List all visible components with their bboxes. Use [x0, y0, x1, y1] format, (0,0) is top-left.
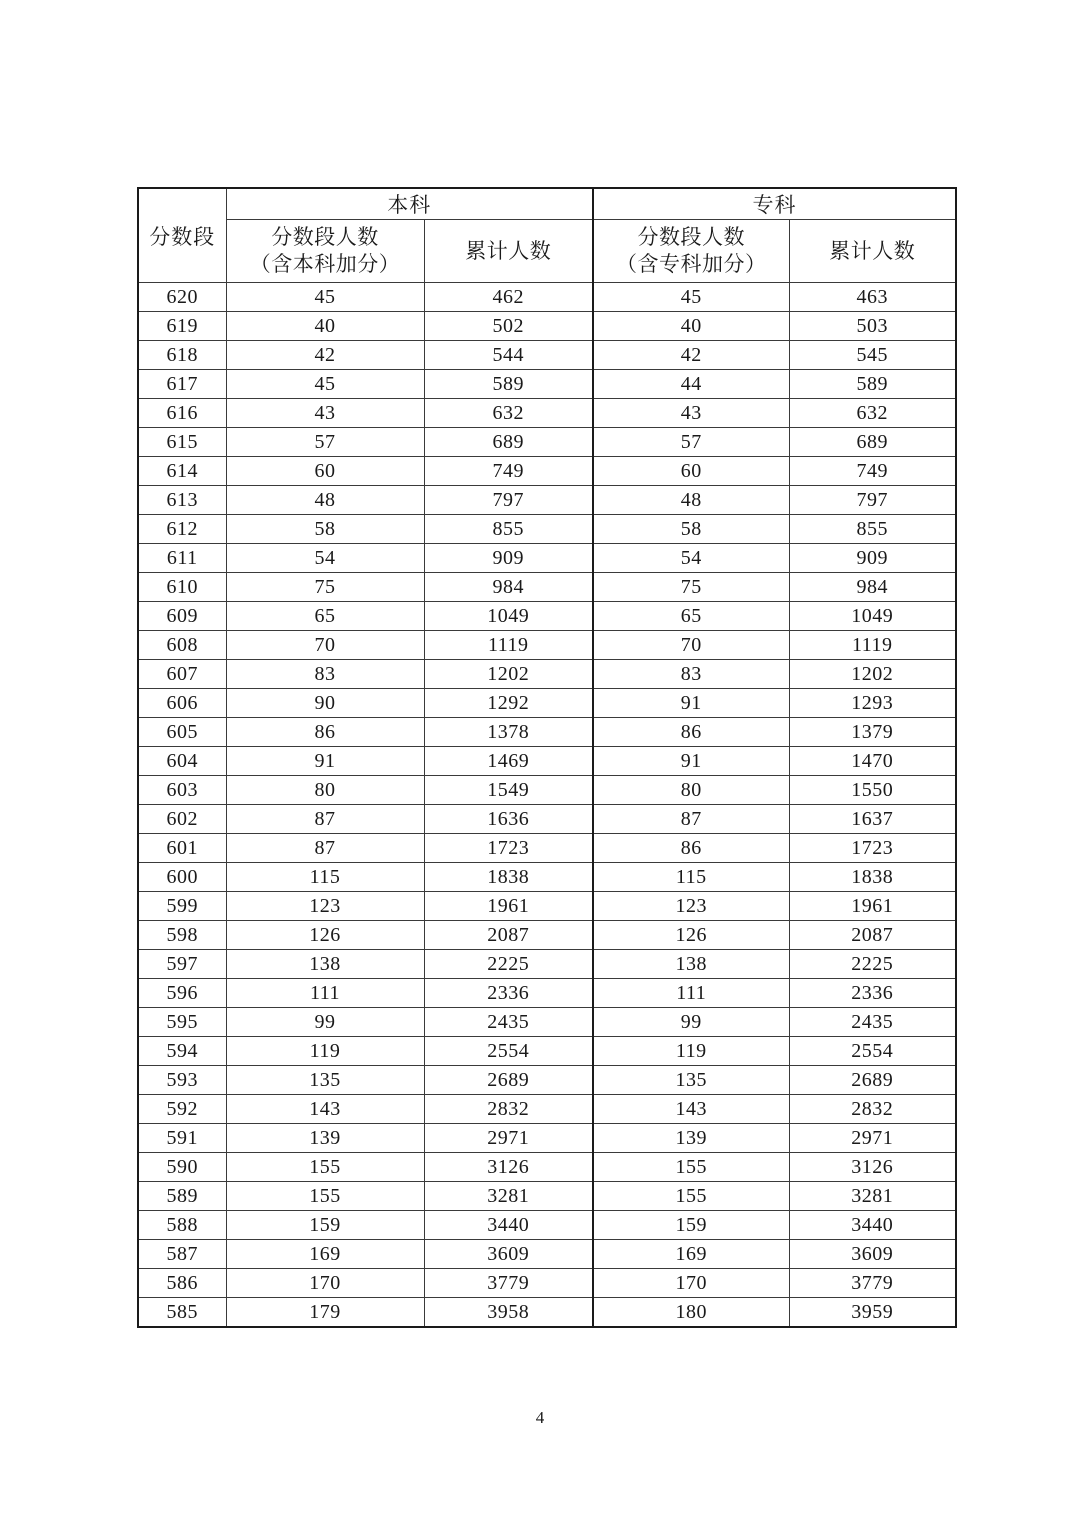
cell-undergraduate-band-count: 159	[226, 1211, 424, 1240]
table-row	[138, 863, 956, 892]
cell-undergraduate-cumulative: 2689	[424, 1066, 593, 1095]
cell-junior-college-band-count: 80	[593, 776, 789, 805]
cell-undergraduate-band-count: 135	[226, 1066, 424, 1095]
cell-undergraduate-cumulative: 797	[424, 486, 593, 515]
header-line-2: （含专科加分）	[616, 252, 767, 276]
header-junior-college-cumulative	[789, 220, 956, 283]
cell-undergraduate-cumulative: 1378	[424, 718, 593, 747]
cell-undergraduate-band-count: 45	[226, 283, 424, 312]
cell-undergraduate-band-count: 123	[226, 892, 424, 921]
cell-score-band: 610	[138, 573, 226, 602]
cell-undergraduate-cumulative: 2971	[424, 1124, 593, 1153]
cell-undergraduate-cumulative: 502	[424, 312, 593, 341]
cell-junior-college-band-count: 119	[593, 1037, 789, 1066]
cell-undergraduate-band-count: 170	[226, 1269, 424, 1298]
table-body	[138, 283, 956, 1328]
cell-junior-college-band-count: 54	[593, 544, 789, 573]
cell-undergraduate-band-count: 119	[226, 1037, 424, 1066]
cell-undergraduate-cumulative: 3126	[424, 1153, 593, 1182]
header-subgroup-row	[138, 220, 956, 283]
cell-junior-college-band-count: 138	[593, 950, 789, 979]
cell-junior-college-band-count: 44	[593, 370, 789, 399]
cell-undergraduate-band-count: 45	[226, 370, 424, 399]
cell-undergraduate-band-count: 179	[226, 1298, 424, 1328]
cell-undergraduate-cumulative: 1838	[424, 863, 593, 892]
cell-score-band: 609	[138, 602, 226, 631]
cell-score-band: 585	[138, 1298, 226, 1328]
cell-undergraduate-cumulative: 1549	[424, 776, 593, 805]
cell-undergraduate-band-count: 169	[226, 1240, 424, 1269]
cell-undergraduate-band-count: 115	[226, 863, 424, 892]
cell-junior-college-cumulative: 1550	[789, 776, 956, 805]
table-row	[138, 312, 956, 341]
cell-junior-college-band-count: 40	[593, 312, 789, 341]
cell-undergraduate-band-count: 42	[226, 341, 424, 370]
table-row	[138, 370, 956, 399]
page-number: 4	[535, 1408, 545, 1427]
score-distribution-table-container	[137, 187, 955, 1328]
table-row	[138, 544, 956, 573]
table-row	[138, 834, 956, 863]
header-group-undergraduate: 本科	[226, 188, 593, 220]
cell-junior-college-cumulative: 2832	[789, 1095, 956, 1124]
cell-undergraduate-cumulative: 1049	[424, 602, 593, 631]
cell-junior-college-cumulative: 1838	[789, 863, 956, 892]
cell-undergraduate-cumulative: 749	[424, 457, 593, 486]
cell-undergraduate-band-count: 139	[226, 1124, 424, 1153]
cell-undergraduate-band-count: 60	[226, 457, 424, 486]
cell-junior-college-cumulative: 1202	[789, 660, 956, 689]
cell-junior-college-band-count: 170	[593, 1269, 789, 1298]
cell-undergraduate-cumulative: 544	[424, 341, 593, 370]
cell-junior-college-band-count: 42	[593, 341, 789, 370]
cell-junior-college-cumulative: 3959	[789, 1298, 956, 1328]
cell-undergraduate-cumulative: 2336	[424, 979, 593, 1008]
table-row	[138, 399, 956, 428]
cell-undergraduate-band-count: 143	[226, 1095, 424, 1124]
header-line-1: 累计人数	[829, 238, 916, 263]
table-row	[138, 1124, 956, 1153]
cell-junior-college-band-count: 86	[593, 718, 789, 747]
cell-undergraduate-cumulative: 3609	[424, 1240, 593, 1269]
cell-junior-college-cumulative: 1049	[789, 602, 956, 631]
cell-score-band: 596	[138, 979, 226, 1008]
cell-score-band: 594	[138, 1037, 226, 1066]
cell-score-band: 605	[138, 718, 226, 747]
cell-score-band: 620	[138, 283, 226, 312]
cell-junior-college-band-count: 143	[593, 1095, 789, 1124]
header-group-junior-college: 专科	[593, 188, 956, 220]
cell-undergraduate-band-count: 57	[226, 428, 424, 457]
table-row	[138, 660, 956, 689]
cell-undergraduate-band-count: 43	[226, 399, 424, 428]
header-line-1: 分数段人数	[637, 225, 745, 250]
cell-score-band: 599	[138, 892, 226, 921]
cell-undergraduate-band-count: 87	[226, 834, 424, 863]
cell-undergraduate-cumulative: 3958	[424, 1298, 593, 1328]
cell-junior-college-band-count: 169	[593, 1240, 789, 1269]
cell-score-band: 608	[138, 631, 226, 660]
cell-junior-college-band-count: 48	[593, 486, 789, 515]
header-score-band: 分数段	[138, 188, 226, 283]
cell-junior-college-cumulative: 2225	[789, 950, 956, 979]
cell-score-band: 606	[138, 689, 226, 718]
cell-junior-college-band-count: 86	[593, 834, 789, 863]
cell-score-band: 619	[138, 312, 226, 341]
table-row	[138, 805, 956, 834]
cell-junior-college-cumulative: 3440	[789, 1211, 956, 1240]
cell-junior-college-cumulative: 3281	[789, 1182, 956, 1211]
cell-undergraduate-band-count: 155	[226, 1182, 424, 1211]
table-row	[138, 515, 956, 544]
cell-junior-college-cumulative: 1723	[789, 834, 956, 863]
cell-score-band: 603	[138, 776, 226, 805]
cell-junior-college-cumulative: 589	[789, 370, 956, 399]
table-row	[138, 776, 956, 805]
cell-junior-college-cumulative: 855	[789, 515, 956, 544]
cell-score-band: 617	[138, 370, 226, 399]
cell-undergraduate-cumulative: 1961	[424, 892, 593, 921]
cell-undergraduate-cumulative: 2225	[424, 950, 593, 979]
cell-undergraduate-cumulative: 3440	[424, 1211, 593, 1240]
cell-undergraduate-band-count: 86	[226, 718, 424, 747]
table-row	[138, 950, 956, 979]
cell-score-band: 602	[138, 805, 226, 834]
cell-undergraduate-band-count: 111	[226, 979, 424, 1008]
cell-undergraduate-band-count: 91	[226, 747, 424, 776]
cell-junior-college-band-count: 60	[593, 457, 789, 486]
cell-junior-college-band-count: 115	[593, 863, 789, 892]
table-row	[138, 1211, 956, 1240]
cell-score-band: 600	[138, 863, 226, 892]
cell-junior-college-cumulative: 1293	[789, 689, 956, 718]
cell-undergraduate-cumulative: 462	[424, 283, 593, 312]
cell-undergraduate-band-count: 138	[226, 950, 424, 979]
cell-undergraduate-band-count: 83	[226, 660, 424, 689]
table-row	[138, 1298, 956, 1328]
cell-undergraduate-cumulative: 1202	[424, 660, 593, 689]
cell-undergraduate-band-count: 99	[226, 1008, 424, 1037]
cell-undergraduate-cumulative: 984	[424, 573, 593, 602]
cell-junior-college-cumulative: 463	[789, 283, 956, 312]
cell-score-band: 618	[138, 341, 226, 370]
cell-junior-college-band-count: 83	[593, 660, 789, 689]
cell-undergraduate-band-count: 90	[226, 689, 424, 718]
header-undergraduate-band-count	[226, 220, 424, 283]
cell-junior-college-band-count: 159	[593, 1211, 789, 1240]
cell-junior-college-band-count: 75	[593, 573, 789, 602]
cell-score-band: 591	[138, 1124, 226, 1153]
cell-junior-college-cumulative: 2087	[789, 921, 956, 950]
cell-undergraduate-cumulative: 2554	[424, 1037, 593, 1066]
cell-junior-college-cumulative: 3609	[789, 1240, 956, 1269]
table-row	[138, 428, 956, 457]
table-row	[138, 718, 956, 747]
cell-score-band: 587	[138, 1240, 226, 1269]
header-line-2: （含本科加分）	[249, 252, 401, 276]
cell-score-band: 588	[138, 1211, 226, 1240]
cell-score-band: 589	[138, 1182, 226, 1211]
header-undergraduate-cumulative	[424, 220, 593, 283]
cell-undergraduate-band-count: 87	[226, 805, 424, 834]
cell-undergraduate-band-count: 40	[226, 312, 424, 341]
cell-junior-college-cumulative: 689	[789, 428, 956, 457]
table-row	[138, 1037, 956, 1066]
table-header	[138, 188, 956, 283]
table-row	[138, 283, 956, 312]
cell-junior-college-band-count: 99	[593, 1008, 789, 1037]
cell-undergraduate-cumulative: 909	[424, 544, 593, 573]
cell-undergraduate-band-count: 54	[226, 544, 424, 573]
cell-undergraduate-cumulative: 1723	[424, 834, 593, 863]
table-row	[138, 602, 956, 631]
table-row	[138, 457, 956, 486]
header-group-row	[138, 188, 956, 220]
cell-undergraduate-cumulative: 3779	[424, 1269, 593, 1298]
cell-undergraduate-cumulative: 689	[424, 428, 593, 457]
cell-junior-college-band-count: 45	[593, 283, 789, 312]
cell-junior-college-cumulative: 3779	[789, 1269, 956, 1298]
cell-junior-college-band-count: 58	[593, 515, 789, 544]
table-row	[138, 486, 956, 515]
cell-score-band: 612	[138, 515, 226, 544]
cell-undergraduate-cumulative: 1469	[424, 747, 593, 776]
table-row	[138, 1153, 956, 1182]
cell-junior-college-cumulative: 797	[789, 486, 956, 515]
cell-junior-college-band-count: 87	[593, 805, 789, 834]
cell-junior-college-band-count: 123	[593, 892, 789, 921]
cell-junior-college-band-count: 57	[593, 428, 789, 457]
cell-undergraduate-cumulative: 855	[424, 515, 593, 544]
cell-junior-college-band-count: 180	[593, 1298, 789, 1328]
cell-undergraduate-cumulative: 1119	[424, 631, 593, 660]
cell-junior-college-cumulative: 1961	[789, 892, 956, 921]
cell-junior-college-band-count: 91	[593, 747, 789, 776]
cell-score-band: 615	[138, 428, 226, 457]
table-row	[138, 892, 956, 921]
cell-undergraduate-band-count: 155	[226, 1153, 424, 1182]
cell-score-band: 597	[138, 950, 226, 979]
cell-score-band: 601	[138, 834, 226, 863]
cell-undergraduate-cumulative: 2832	[424, 1095, 593, 1124]
cell-junior-college-band-count: 65	[593, 602, 789, 631]
cell-score-band: 590	[138, 1153, 226, 1182]
header-line-1: 分数段人数	[271, 225, 379, 250]
cell-junior-college-cumulative: 503	[789, 312, 956, 341]
cell-junior-college-band-count: 111	[593, 979, 789, 1008]
cell-undergraduate-cumulative: 632	[424, 399, 593, 428]
cell-junior-college-cumulative: 984	[789, 573, 956, 602]
cell-undergraduate-band-count: 70	[226, 631, 424, 660]
cell-junior-college-cumulative: 2336	[789, 979, 956, 1008]
cell-score-band: 604	[138, 747, 226, 776]
table-row	[138, 747, 956, 776]
cell-junior-college-band-count: 91	[593, 689, 789, 718]
table-row	[138, 1008, 956, 1037]
cell-undergraduate-band-count: 75	[226, 573, 424, 602]
cell-score-band: 607	[138, 660, 226, 689]
cell-junior-college-cumulative: 909	[789, 544, 956, 573]
cell-score-band: 613	[138, 486, 226, 515]
cell-junior-college-band-count: 155	[593, 1182, 789, 1211]
cell-junior-college-band-count: 139	[593, 1124, 789, 1153]
cell-undergraduate-band-count: 48	[226, 486, 424, 515]
cell-undergraduate-cumulative: 1292	[424, 689, 593, 718]
cell-score-band: 592	[138, 1095, 226, 1124]
cell-undergraduate-cumulative: 2087	[424, 921, 593, 950]
cell-junior-college-cumulative: 632	[789, 399, 956, 428]
cell-score-band: 586	[138, 1269, 226, 1298]
cell-junior-college-band-count: 126	[593, 921, 789, 950]
cell-undergraduate-band-count: 58	[226, 515, 424, 544]
cell-junior-college-cumulative: 1637	[789, 805, 956, 834]
header-line-1: 累计人数	[465, 238, 552, 263]
cell-junior-college-cumulative: 749	[789, 457, 956, 486]
cell-score-band: 593	[138, 1066, 226, 1095]
cell-junior-college-cumulative: 2689	[789, 1066, 956, 1095]
cell-undergraduate-cumulative: 1636	[424, 805, 593, 834]
cell-junior-college-cumulative: 1119	[789, 631, 956, 660]
cell-undergraduate-cumulative: 2435	[424, 1008, 593, 1037]
table-row	[138, 1095, 956, 1124]
cell-score-band: 611	[138, 544, 226, 573]
cell-junior-college-cumulative: 2971	[789, 1124, 956, 1153]
table-row	[138, 1269, 956, 1298]
header-junior-college-band-count	[593, 220, 789, 283]
score-distribution-table	[137, 187, 957, 1328]
cell-junior-college-cumulative: 3126	[789, 1153, 956, 1182]
cell-junior-college-band-count: 70	[593, 631, 789, 660]
cell-junior-college-cumulative: 1379	[789, 718, 956, 747]
table-row	[138, 631, 956, 660]
cell-undergraduate-band-count: 126	[226, 921, 424, 950]
cell-junior-college-cumulative: 545	[789, 341, 956, 370]
cell-score-band: 595	[138, 1008, 226, 1037]
cell-undergraduate-band-count: 65	[226, 602, 424, 631]
cell-undergraduate-band-count: 80	[226, 776, 424, 805]
cell-junior-college-cumulative: 2554	[789, 1037, 956, 1066]
table-row	[138, 341, 956, 370]
table-row	[138, 921, 956, 950]
cell-undergraduate-cumulative: 589	[424, 370, 593, 399]
table-row	[138, 1240, 956, 1269]
cell-score-band: 598	[138, 921, 226, 950]
table-row	[138, 689, 956, 718]
cell-junior-college-cumulative: 1470	[789, 747, 956, 776]
cell-junior-college-cumulative: 2435	[789, 1008, 956, 1037]
cell-score-band: 616	[138, 399, 226, 428]
cell-junior-college-band-count: 135	[593, 1066, 789, 1095]
cell-junior-college-band-count: 155	[593, 1153, 789, 1182]
table-row	[138, 1066, 956, 1095]
table-row	[138, 1182, 956, 1211]
cell-undergraduate-cumulative: 3281	[424, 1182, 593, 1211]
cell-junior-college-band-count: 43	[593, 399, 789, 428]
cell-score-band: 614	[138, 457, 226, 486]
table-row	[138, 979, 956, 1008]
table-row	[138, 573, 956, 602]
